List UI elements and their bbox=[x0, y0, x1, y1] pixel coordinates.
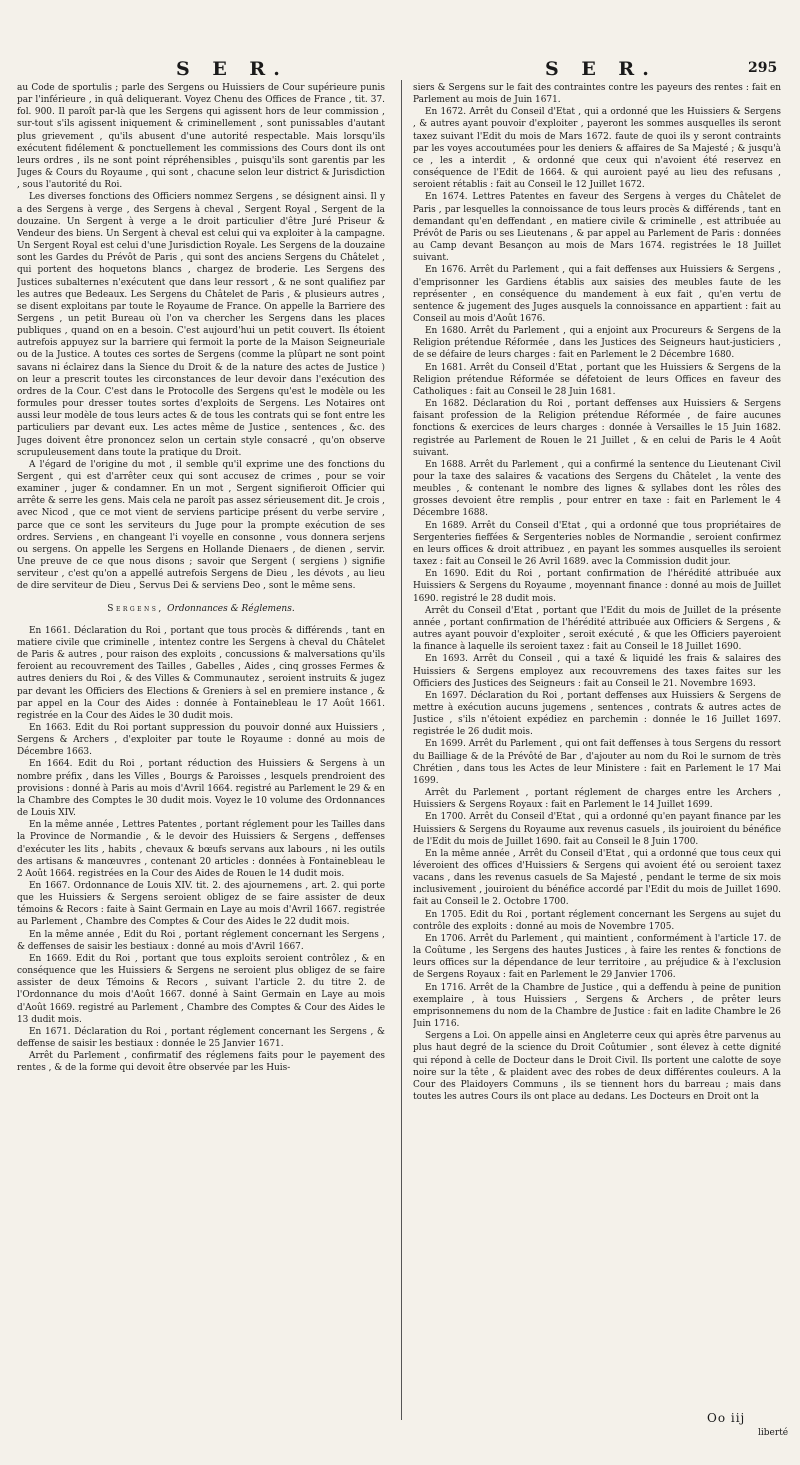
right-paragraph: En 1672. Arrêt du Conseil d'Etat , qui a ordonné que les Huissiers & Sergens , & autres ayant pouvoir d'exploiter , payeront les sommes ausquelles ils seront taxez suivant l'Edit du mois de Mars 1672. faute de quoi ils y seront contraints par les voyes accoutumées pour les deniers & affaires de Sa Majesté ; & jusqu'à ce , les a interdit , & ordonné que ceux qui n'avoient été reservez en conséquence de l'Edit de 1664. & qui auroient payé au lieu des refusans , seroient rétablis : fait au Conseil le 12 Juillet 1672. bbox=[413, 107, 781, 191]
left-paragraph: En la même année , Lettres Patentes , portant réglement pour les Tailles dans la Province de Normandie , & le devoir des Huissiers & Sergens , deffenses d'exécuter les lits , habits , chevaux & bœufs servans aux labours , ni les outils des artisans & manœuvres , contenant 20 articles : données à Fontainebleau le 2 Août 1664. registrées en la Cour des Aides de Rouen le 14 dudit mois. bbox=[17, 820, 385, 879]
left-paragraph: En 1661. Déclaration du Roi , portant que tous procès & différends , tant en matiere civile que criminelle , intentez contre les Sergens à cheval du Châtelet de Paris & autres , pour raison des exploits , concussions & malversations qu'ils feroient au recouvrement des Tailles , Gabelles , Aides , cinq grosses Fermes & autres deniers du Roi , & des Villes & Communautez , seroient instruits & jugez par devant les Officiers des Elections & Greniers à sel en premiere instance , & par appel en la Cour des Aides : donnée à Fontainebleau le 17 Août 1661. registrée en la Cour des Aides le 30 dudit mois. bbox=[17, 625, 385, 721]
right-paragraph: En 1681. Arrêt du Conseil d'Etat , portant que les Huissiers & Sergens de la Religion prétendue Réformée se défetoient de leurs Offices en faveur des Catholiques : fait au Conseil le 28 Juin 1681. bbox=[413, 362, 781, 397]
right-paragraph: En la même année , Arrêt du Conseil d'Etat , qui a ordonné que tous ceux qui léveroient des offices d'Huissiers & Sergens qui avoient été ou seroient taxez vacans , dans les revenus casuels de Sa Majesté , pendant le terme de six mois inclusivement , jouiroient du bénéfice accordé par l'Edit du mois de Juillet 1690. fait au Conseil le 2. Octobre 1700. bbox=[413, 848, 781, 908]
right-paragraph: Arrêt du Parlement , portant réglement de charges entre les Archers , Huissiers & Sergens Royaux : fait en Parlement le 14 Juillet 1699. bbox=[413, 788, 781, 811]
right-paragraph: En 1693. Arrêt du Conseil , qui a taxé & liquidé les frais & salaires des Huissiers & Sergens employez aux recouvremens des taxes faites sur les Officiers des Justices des Seigneurs : fait au Conseil le 21. Novembre 1693. bbox=[413, 654, 781, 689]
right-paragraph: En 1705. Edit du Roi , portant réglement concernant les Sergens au sujet du contrôle des exploits : donné au mois de Novembre 1705. bbox=[413, 909, 781, 932]
page-number: 295 bbox=[748, 60, 778, 76]
left-paragraph: En 1669. Edit du Roi , portant que tous exploits seroient contrôlez , & en conséquence que les Huissiers & Sergens ne seroient plus obligez de se faire assister de deux Témoins & Recors , suivant l'article 2. du titre 2. de l'Ordonnance du mois d'Août 1667. donné à Saint Germain en Laye au mois d'Août 1669. registré au Parlement , Chambre des Comptes & Cour des Aides le 13 dudit mois. bbox=[17, 953, 385, 1025]
right-paragraph: En 1688. Arrêt du Parlement , qui a confirmé la sentence du Lieutenant Civil pour la taxe des salaires & vacations des Sergens du Châtelet , la vente des meubles , & contenant le nombre des lignes & syllabes dont les rôles des grosses devoient être remplis , pour entrer en taxe : fait en Parlement le 4 Décembre 1688. bbox=[413, 459, 781, 519]
section-heading-word: Sergens bbox=[107, 603, 159, 614]
column-divider bbox=[401, 80, 402, 1420]
right-paragraph: En 1680. Arrêt du Parlement , qui a enjoint aux Procureurs & Sergens de la Religion prétendue Réformée , dans les Justices des Seigneurs haut-justiciers , de se défaire de leurs charges : fait en Parlement le 2 Décembre 1680. bbox=[413, 326, 781, 361]
right-paragraph: Sergens a Loi. On appelle ainsi en Angleterre ceux qui après être parvenus au plus haut degré de la science du Droit Coûtumier , sont élevez à cette dignité qui répond à celle de Docteur dans le Droit Civil. Ils portent une calotte de soye noire sur la tête , & plaident avec des robes de deux différentes couleurs. A la Cour des Plaidoyers Communs , ils se tiennent hors du barreau ; mais dans toutes les autres Cours ils ont place au dedans. Les Docteurs en Droit ont la bbox=[413, 1031, 781, 1102]
right-paragraph: En 1682. Déclaration du Roi , portant deffenses aux Huissiers & Sergens faisant profession de la Religion prétendue Réformée , de faire aucunes fonctions & exercices de leurs charges : donnée à Versailles le 15 Juin 1682. registrée au Parlement de Rouen le 21 Juillet , & en celui de Paris le 4 Août suivant. bbox=[413, 399, 781, 458]
right-paragraph: En 1689. Arrêt du Conseil d'Etat , qui a ordonné que tous propriétaires de Sergenteries fieffées & Sergenteries nobles de Normandie , seroient confirmez en leurs offices & droit attribuez , en payant les sommes ausquelles ils seroient taxez : fait au Conseil le 26 Avril 1689. avec la Commission dudit jour. bbox=[413, 520, 781, 568]
signature-mark: Oo iij bbox=[707, 1411, 746, 1425]
right-paragraph: En 1676. Arrêt du Parlement , qui a fait deffenses aux Huissiers & Sergens , d'emprisonner les Gardiens établis aux saisies des meubles faute de les représenter , en conséquence du mandement à eux fait , qu'en vertu de sentence & jugement des Juges ausquels la connoissance en appartient : fait au Conseil au mois d'Août 1676. bbox=[413, 265, 781, 324]
catchword: liberté bbox=[758, 1428, 789, 1438]
right-paragraph: siers & Sergens sur le fait des contraintes contre les payeurs des rentes : fait en Parlement au mois de Juin 1671. bbox=[413, 83, 781, 106]
section-heading: Sergens, Ordonnances & Réglemens. bbox=[107, 603, 295, 614]
left-running-head: S E R. bbox=[176, 58, 288, 80]
left-paragraph: Arrêt du Parlement , confirmatif des réglemens faits pour le payement des rentes , & de la forme qui devoit être observée par les Huis- bbox=[17, 1051, 385, 1074]
left-paragraph: En 1664. Edit du Roi , portant réduction des Huissiers & Sergens à un nombre préfix , dans les Villes , Bourgs & Paroisses , lesquels prendroient des provisions : donné à Paris au mois d'Avril 1664. registré au Parlement le 29 & en la Chambre des Comptes le 30 dudit mois. Voyez le 10 volume des Ordonnances de Louis XIV. bbox=[17, 759, 385, 819]
left-paragraph: A l'égard de l'origine du mot , il semble qu'il exprime une des fonctions du Sergent , qui est d'arrêter ceux qui sont accusez de crimes , pour se voir examiner , juger & condamner. En un mot , Sergent signifieroit Officier qui arrête & serre les gens. Mais cela ne paroît pas assez sérieusement dit. Je crois , avec Nicod , que ce mot vient de serviens participe présent du verbe servire , parce que ce sont les serviteurs du Juge pour la prompte exécution de ses ordres. Serviens , en changeant l'i voyelle en consonne , vous donnera serjens ou sergens. On appelle les Sergens en Hollande Dienaers , de dienen , servir. Une preuve de ce que nous disons ; savoir que Sergent ( sergiens ) signifie serviteur , c'est qu'on a appellé autrefois Sergens de Dieu , les dévots , au lieu de dire serviteur de Dieu , Servus Dei & serviens Deo , sont le même sens. bbox=[17, 459, 385, 592]
right-paragraph: En 1716. Arrêt de la Chambre de Justice , qui a deffendu à peine de punition exemplaire , à tous Huissiers , Sergens & Archers , de prêter leurs emprisonnemens du nom de la Chambre de Justice : fait en ladite Chambre le 26 Juin 1716. bbox=[413, 982, 781, 1030]
right-paragraph: En 1674. Lettres Patentes en faveur des Sergens à verges du Châtelet de Paris , par lesquelles la connoissance de tous leurs procès & différends , tant en demandant qu'en deffendant , en matiere civile & criminelle , est attribuée au Prévôt de Paris ou ses Lieutenans , & par appel au Parlement de Paris : données au Camp devant Besançon au mois de Mars 1674. registrées le 18 Juillet suivant. bbox=[413, 192, 781, 264]
left-paragraph: Les diverses fonctions des Officiers nommez Sergens , se désignent ainsi. Il y a des Sergens à verge , des Sergens à cheval , Sergent Royal , Sergent de la douzaine. Un Sergent à verge a le droit particulier d'être Juré Priseur & Vendeur des biens. Un Sergent à cheval est celui qui va exploiter à la campagne. Un Sergent Royal est celui d'une Jurisdiction Royale. Les Sergens de la douzaine sont les Gardes du Prévôt de Paris , qui sont des anciens Sergens du Châtelet , qui portent des hoquetons blancs , chargez de broderie. Les Sergens des Justices subalternes n'exécutent que dans leur ressort , & ne sont qualifiez par les autres que Bedeaux. Les Sergens du Châtelet de Paris , & plusieurs autres , se disent exploitans par toute le Royaume de France. On appelle la Barriere des Sergens , un petit Bureau où l'on va chercher les Sergens dans les places publiques , quand on en a besoin. C'est aujourd'hui un petit couvert. Ils étoient autrefois appuyez sur la barriere qui fermoit la porte de la Maison Seigneuriale ou de la Justice. A toutes ces sortes de Sergens (comme la plûpart ne sont point savans ni éclairez dans la Sience du Droit & de la nature des actes de Justice ) on leur a prescrit toutes les circonstances de leur devoir dans l'exécution des ordres de la Cour. C'est dans le Protocolle des Sergens qu'est le modèle ou les formules pour dresser toutes sortes d'exploits de Sergens. Les Notaires ont aussi leur modèle de tous leurs actes & de tous les contrats qui se font entre les particuliers par devant eux. Les actes même de Justice , sentences , &c. des Juges doivent être prononcez selon un certain style consacré , qu'on observe scrupuleusement dans toute la pratique du Droit. bbox=[17, 192, 385, 458]
right-paragraph: Arrêt du Conseil d'Etat , portant que l'Edit du mois de Juillet de la présente année , portant confirmation de l'hérédité attribuée aux Officiers & Sergens , & autres ayant pouvoir d'exploiter , seroit exécuté , & que les Officiers payeroient la finance à laquelle ils seroient taxez : fait au Conseil le 18 Juillet 1690. bbox=[413, 605, 781, 653]
right-paragraph: En 1700. Arrêt du Conseil d'Etat , qui a ordonné qu'en payant finance par les Huissiers & Sergens du Royaume aux revenus casuels , ils jouiroient du bénéfice de l'Edit du mois de Juillet 1690. fait au Conseil le 8 Juin 1700. bbox=[413, 812, 781, 847]
left-column bbox=[17, 82, 385, 1412]
left-paragraph: En 1667. Ordonnance de Louis XIV. tit. 2. des ajournemens , art. 2. qui porte que les Huissiers & Sergens seroient obligez de se faire assister de deux témoins & Recors : faite à Saint Germain en Laye au mois d'Avril 1667. registrée au Parlement , Chambre des Comptes & Cour des Aides le 22 dudit mois. bbox=[17, 881, 385, 928]
right-running-head: S E R. bbox=[545, 58, 657, 80]
right-paragraph: En 1697. Déclaration du Roi , portant deffenses aux Huissiers & Sergens de mettre à exécution aucuns jugemens , sentences , contrats & autres actes de Justice , s'ils n'étoient expédiez en parchemin : donnée le 16 Juillet 1697. registrée le 26 dudit mois. bbox=[413, 690, 781, 738]
right-paragraph: En 1706. Arrêt du Parlement , qui maintient , conformément à l'article 17. de la Coûtume , les Sergens des hautes Justices , à faire les rentes & fonctions de leurs offices sur la dépendance de leur territoire , au préjudice & à l'exclusion de Sergens Royaux : fait en Parlement le 29 Janvier 1706. bbox=[413, 933, 781, 981]
left-paragraph: En 1671. Déclaration du Roi , portant réglement concernant les Sergens , & deffense de saisir les bestiaux : donnée le 25 Janvier 1671. bbox=[17, 1026, 385, 1050]
right-paragraph: En 1699. Arrêt du Parlement , qui ont fait deffenses à tous Sergens du ressort du Bailliage & de la Prévôté de Bar , d'ajouter au nom du Roi le surnom de très Chrétien , dans tous les Actes de leur Ministere : fait en Parlement le 17 Mai 1699. bbox=[413, 739, 781, 786]
left-paragraph: au Code de sportulis ; parle des Sergens ou Huissiers de Cour supérieure punis par l'inférieure , in quâ deliquerant. Voyez Chenu des Offices de France , tit. 37. fol. 900. Il paroît par-là que les Sergens qui agissent hors de leur commission , sur-tout s'ils agissent iniquement & criminellement , sont punissables d'autant plus grievement , qu'ils abusent d'une autorité respectable. Mais lorsqu'ils exécutent fidélement & ponctuellement les commissions des Cours dont ils ont leurs ordres , ils ne sont point répréhensibles , puisqu'ils sont garentis par les Juges & Cours du Royaume , qui sont , chacune selon leur district & Jurisdiction , sous l'autorité du Roi. bbox=[17, 83, 385, 191]
right-paragraph: En 1690. Edit du Roi , portant confirmation de l'hérédité attribuée aux Huissiers & Sergens du Royaume , moyennant finance : donné au mois de Juillet 1690. registré le 28 dudit mois. bbox=[413, 569, 781, 604]
right-column bbox=[413, 82, 781, 1412]
section-heading-subtitle: Ordonnances & Réglemens. bbox=[167, 603, 295, 614]
left-paragraph: En la même année , Edit du Roi , portant réglement concernant les Sergens , & deffenses de saisir les bestiaux : donné au mois d'Avril 1667. bbox=[17, 929, 385, 952]
left-paragraph: En 1663. Edit du Roi portant suppression du pouvoir donné aux Huissiers , Sergens & Archers , d'exploiter par toute le Royaume : donné au mois de Décembre 1663. bbox=[17, 722, 385, 758]
